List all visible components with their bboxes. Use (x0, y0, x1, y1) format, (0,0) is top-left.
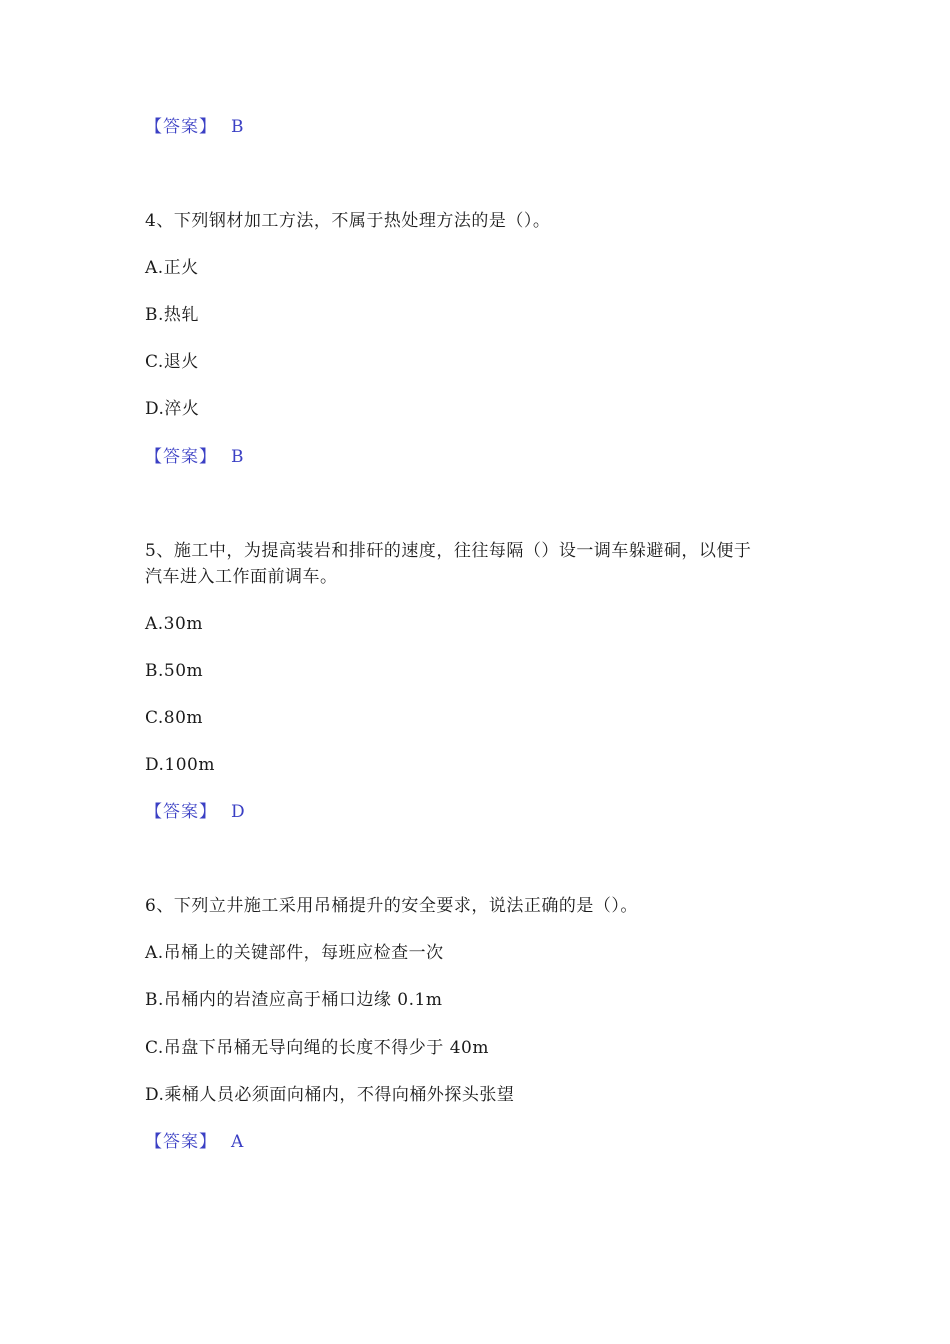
question-5-stem-line2: 汽车进入工作面前调车。 (145, 567, 338, 587)
question-4-option-d: D.淬火 (145, 399, 200, 419)
answer-value: B (231, 117, 244, 137)
answer-label: 【答案】 (145, 117, 217, 137)
question-5-option-a: A.30m (145, 614, 203, 634)
question-4-option-c: C.退火 (145, 352, 199, 372)
question-6-stem: 6、下列立井施工采用吊桶提升的安全要求，说法正确的是（）。 (145, 896, 638, 916)
question-5-option-d: D.100m (145, 755, 215, 775)
answer-label: 【答案】 (145, 1132, 217, 1152)
question-5-option-c: C.80m (145, 708, 204, 728)
question-4-stem: 4、下列钢材加工方法，不属于热处理方法的是（）。 (145, 211, 551, 231)
question-4-option-a: A.正火 (145, 258, 199, 278)
question-5-stem-line1: 5、施工中，为提高装岩和排矸的速度，往往每隔（）设一调车躲避硐，以便于 (145, 541, 752, 561)
answer-line-q3 (145, 116, 244, 138)
answer-line-q4 (145, 446, 244, 468)
question-6-option-a: A.吊桶上的关键部件，每班应检查一次 (145, 943, 444, 963)
question-5-option-b: B.50m (145, 661, 204, 681)
answer-line-q6 (145, 1131, 244, 1153)
answer-label: 【答案】 (145, 447, 217, 467)
question-6-option-b: B.吊桶内的岩渣应高于桶口边缘 0.1m (145, 990, 443, 1010)
question-6-option-d: D.乘桶人员必须面向桶内，不得向桶外探头张望 (145, 1085, 515, 1105)
answer-value: B (231, 447, 244, 467)
answer-value: D (231, 802, 246, 822)
answer-label: 【答案】 (145, 802, 217, 822)
answer-value: A (231, 1132, 244, 1152)
question-4-option-b: B.热轧 (145, 305, 199, 325)
question-6-option-c: C.吊盘下吊桶无导向绳的长度不得少于 40m (145, 1038, 489, 1058)
answer-line-q5 (145, 801, 245, 823)
